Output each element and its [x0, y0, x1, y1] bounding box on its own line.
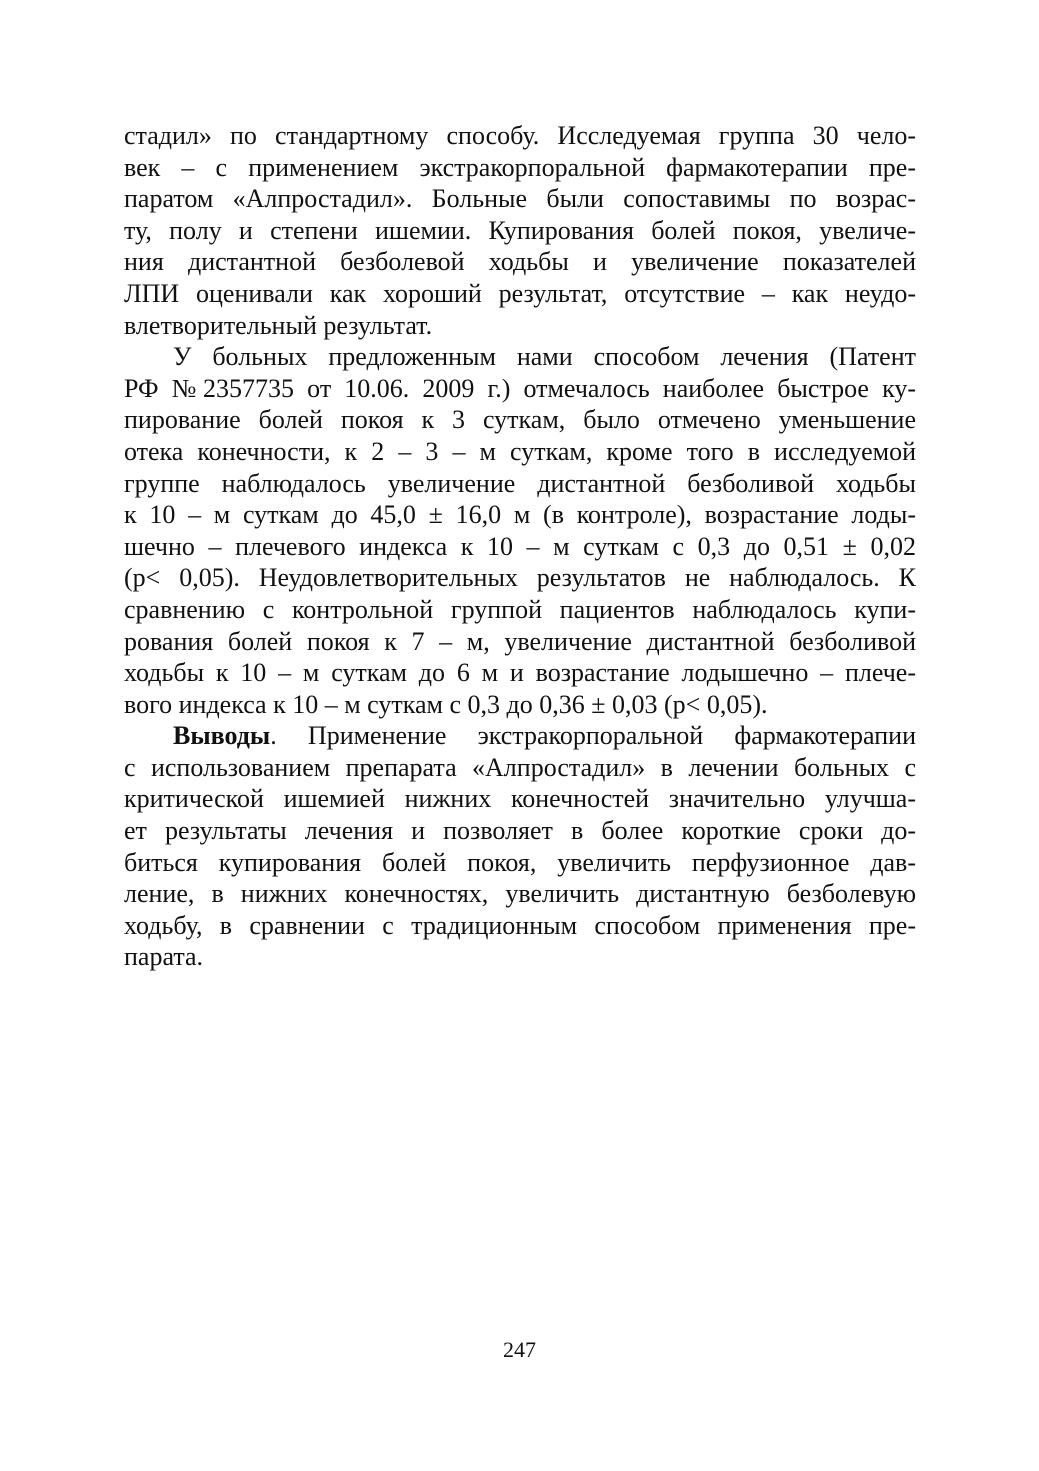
- text-line: с использованием препарата «Алпростадил» в лечении больных с: [124, 752, 916, 782]
- text-line: паратом «Алпростадил». Больные были сопоставимы по возрас-: [124, 184, 916, 214]
- text-line: сравнению с контрольной группой пациентов наблюдалось купи-: [124, 594, 916, 624]
- page-number: 247: [503, 1337, 536, 1362]
- text-line: группе наблюдалось увеличение дистантной безболивой ходьбы: [124, 468, 916, 498]
- text-line: ту, полу и степени ишемии. Купирования болей покоя, увеличе-: [124, 215, 916, 245]
- paragraph-methods: [124, 120, 916, 341]
- text-line: век – с применением экстракорпоральной фармакотерапии пре-: [124, 152, 916, 182]
- page-body: [124, 120, 916, 973]
- text-line: У больных предложенным нами способом лечения (Патент: [173, 342, 916, 372]
- text-line: парата.: [124, 942, 204, 972]
- text-line: ЛПИ оценивали как хороший результат, отсутствие – как неудо-: [124, 278, 916, 308]
- text-line: ния дистантной безболевой ходьбы и увеличение показателей: [124, 247, 916, 277]
- conclusions-lead-text: . Применение экстракорпоральной фармакотерапии: [270, 721, 916, 751]
- paragraph-results: [124, 341, 916, 720]
- text-line: шечно – плечевого индекса к 10 – м суткам с 0,3 до 0,51 ± 0,02: [124, 531, 916, 561]
- text-line: к 10 – м суткам до 45,0 ± 16,0 м (в контроле), возрастание лоды-: [124, 500, 916, 530]
- text-line: критической ишемией нижних конечностей значительно улучша-: [124, 784, 916, 814]
- text-line: рования болей покоя к 7 – м, увеличение дистантной безболивой: [124, 626, 916, 656]
- text-line: стадил» по стандартному способу. Исследуемая группа 30 чело-: [124, 121, 916, 150]
- text-line: ходьбы к 10 – м суткам до 6 м и возрастание лодышечно – плече-: [124, 658, 916, 688]
- text-line: влетворительный результат.: [124, 310, 433, 340]
- conclusions-heading: Выводы: [173, 721, 271, 751]
- text-line: биться купирования болей покоя, увеличить перфузионное дав-: [124, 847, 916, 877]
- text-line: отека конечности, к 2 – 3 – м суткам, кроме того в исследуемой: [124, 436, 916, 466]
- text-line: [124, 720, 916, 752]
- text-line: вого индекса к 10 – м суткам с 0,3 до 0,36 ± 0,03 (р< 0,05).: [124, 689, 768, 719]
- text-line: РФ №2357735 от 10.06. 2009 г.) отмечалось наиболее быстрое ку-: [124, 373, 916, 403]
- text-line: ет результаты лечения и позволяет в более короткие сроки до-: [124, 816, 916, 846]
- paragraph-conclusions: [124, 720, 916, 973]
- text-line: ходьбу, в сравнении с традиционным способом применения пре-: [124, 910, 916, 940]
- text-line: пирование болей покоя к 3 суткам, было отмечено уменьшение: [124, 405, 916, 435]
- text-line: (р< 0,05). Неудовлетворительных результатов не наблюдалось. К: [124, 563, 916, 593]
- text-line: ление, в нижних конечностях, увеличить дистантную безболевую: [124, 879, 916, 909]
